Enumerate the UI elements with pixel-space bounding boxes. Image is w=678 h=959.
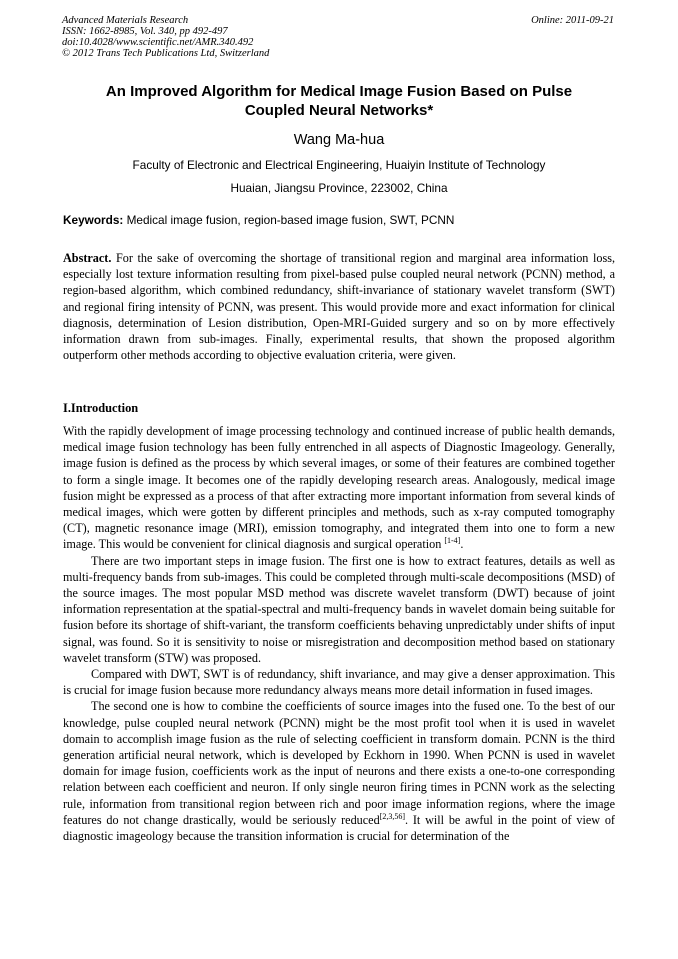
journal-issn: ISSN: 1662-8985, Vol. 340, pp 492-497 — [62, 26, 228, 37]
journal-copyright: © 2012 Trans Tech Publications Ltd, Switzerland — [62, 48, 270, 59]
paragraph-4 — [63, 698, 615, 844]
keywords-text: Medical image fusion, region-based image fusion, SWT, PCNN — [123, 213, 455, 227]
paper-title — [62, 82, 616, 120]
paragraph-2: There are two important steps in image fusion. The first one is how to extract features, details as well as multi-frequency bands from sub-images. This could be completed through multi-scale decompositions (MSD) of the source images. The most popular MSD method was discrete wavelet transform (DWT) because of joint information representation at the spatial-spectral and multi-frequency bands in wavelet domain being suitable for fusion before its shortage of shift-variant, the transform coefficients behaving unpredictably under shifts of input signal, was found. So it is sensitivity to noise or misregistration and decomposition method based on stationary wavelet transform (STW) was proposed. — [63, 553, 615, 665]
journal-doi: doi:10.4028/www.scientific.net/AMR.340.492 — [62, 37, 254, 48]
journal-name: Advanced Materials Research — [62, 15, 189, 26]
title-line-2: Coupled Neural Networks* — [244, 102, 434, 119]
affiliation — [62, 154, 616, 200]
title-line-1: An Improved Algorithm for Medical Image Fusion Based on Pulse — [105, 83, 573, 100]
citation: [2,3,56] — [379, 811, 406, 821]
paragraph-4-text: The second one is how to combine the coefficients of source images into the fused one. To the best of our knowledge, pulse coupled neural network (PCNN) might be the most profit tool when it is used in wavelet domain to accomplish image fusion as the rule of selecting coefficient in transform domain. PCNN is the third generation artificial neural network, which is developed by Eckhorn in 1990. When PCNN is used in wavelet domain for image fusion, coefficients work as the input of neurons and there exists a one-to-one corresponding relation between each coefficient and neuron. If only single neuron firing times in PCNN work as the selecting rule, information from transitional region between rich and poor image information regions, where the image features do not change drastically, would be seriously reduced — [63, 699, 615, 827]
paragraph-4-end: . It will be awful in the point of view of diagnostic imageology because the transition information is crucial for determination of the — [63, 812, 615, 844]
abstract-label: Abstract. — [63, 251, 112, 265]
affiliation-line-1: Faculty of Electronic and Electrical Engineering, Huaiyin Institute of Technology — [132, 158, 546, 172]
citation: [1-4] — [444, 536, 461, 546]
affiliation-line-2: Huaian, Jiangsu Province, 223002, China — [230, 181, 448, 195]
abstract-text: For the sake of overcoming the shortage of transitional region and marginal area information loss, especially lost texture information resulting from pixel-based pulse coupled neural network (PCNN) method, a region-based algorithm, which combined redundancy, shift-invariance of stationary wavelet transform (SWT) and regional firing intensity of PCNN, was present. This would provide more and exact information for clinical diagnosis, determination of Lesion distribution, Open-MRI-Guided surgery and so on by more effectively information drawn from sub-images. Finally, experimental results, that shown the proposed algorithm outperform other methods according to objective evaluation criteria, were given. — [63, 251, 615, 363]
keywords — [63, 212, 617, 228]
author-name: Wang Ma-hua — [293, 132, 385, 148]
introduction-body — [63, 423, 615, 844]
paragraph-1-end: . — [460, 537, 464, 552]
keywords-label: Keywords: — [63, 213, 124, 227]
paragraph-1-text: With the rapidly development of image processing technology and continued increase of public health demands, medical image fusion technology has been fully entrenched in all aspects of Diagnostic Imageology. Generally, image fusion is defined as the process by which several images, or some of their features are combined together to form a single image. It becomes one of the rapidly developing research areas. Analogously, medical image fusion might be expressed as a process of that after extracting more important information from several kinds of medical images, which were gotten by different principles and methods, such as x-ray computed tomography (CT), magnetic resonance image (MRI), emission tomography, and integrated them into one to form a new image. This would be convenient for clinical diagnosis and surgical operation — [63, 424, 615, 552]
paragraph-1 — [63, 423, 615, 553]
journal-header — [62, 15, 616, 59]
paragraph-3: Compared with DWT, SWT is of redundancy, shift invariance, and may give a denser approximation. This is crucial for image fusion because more redundancy always means more detail information in fused images. — [63, 667, 615, 698]
section-heading: I.Introduction — [63, 401, 139, 415]
abstract — [63, 250, 615, 363]
online-date: Online: 2011-09-21 — [531, 15, 614, 26]
